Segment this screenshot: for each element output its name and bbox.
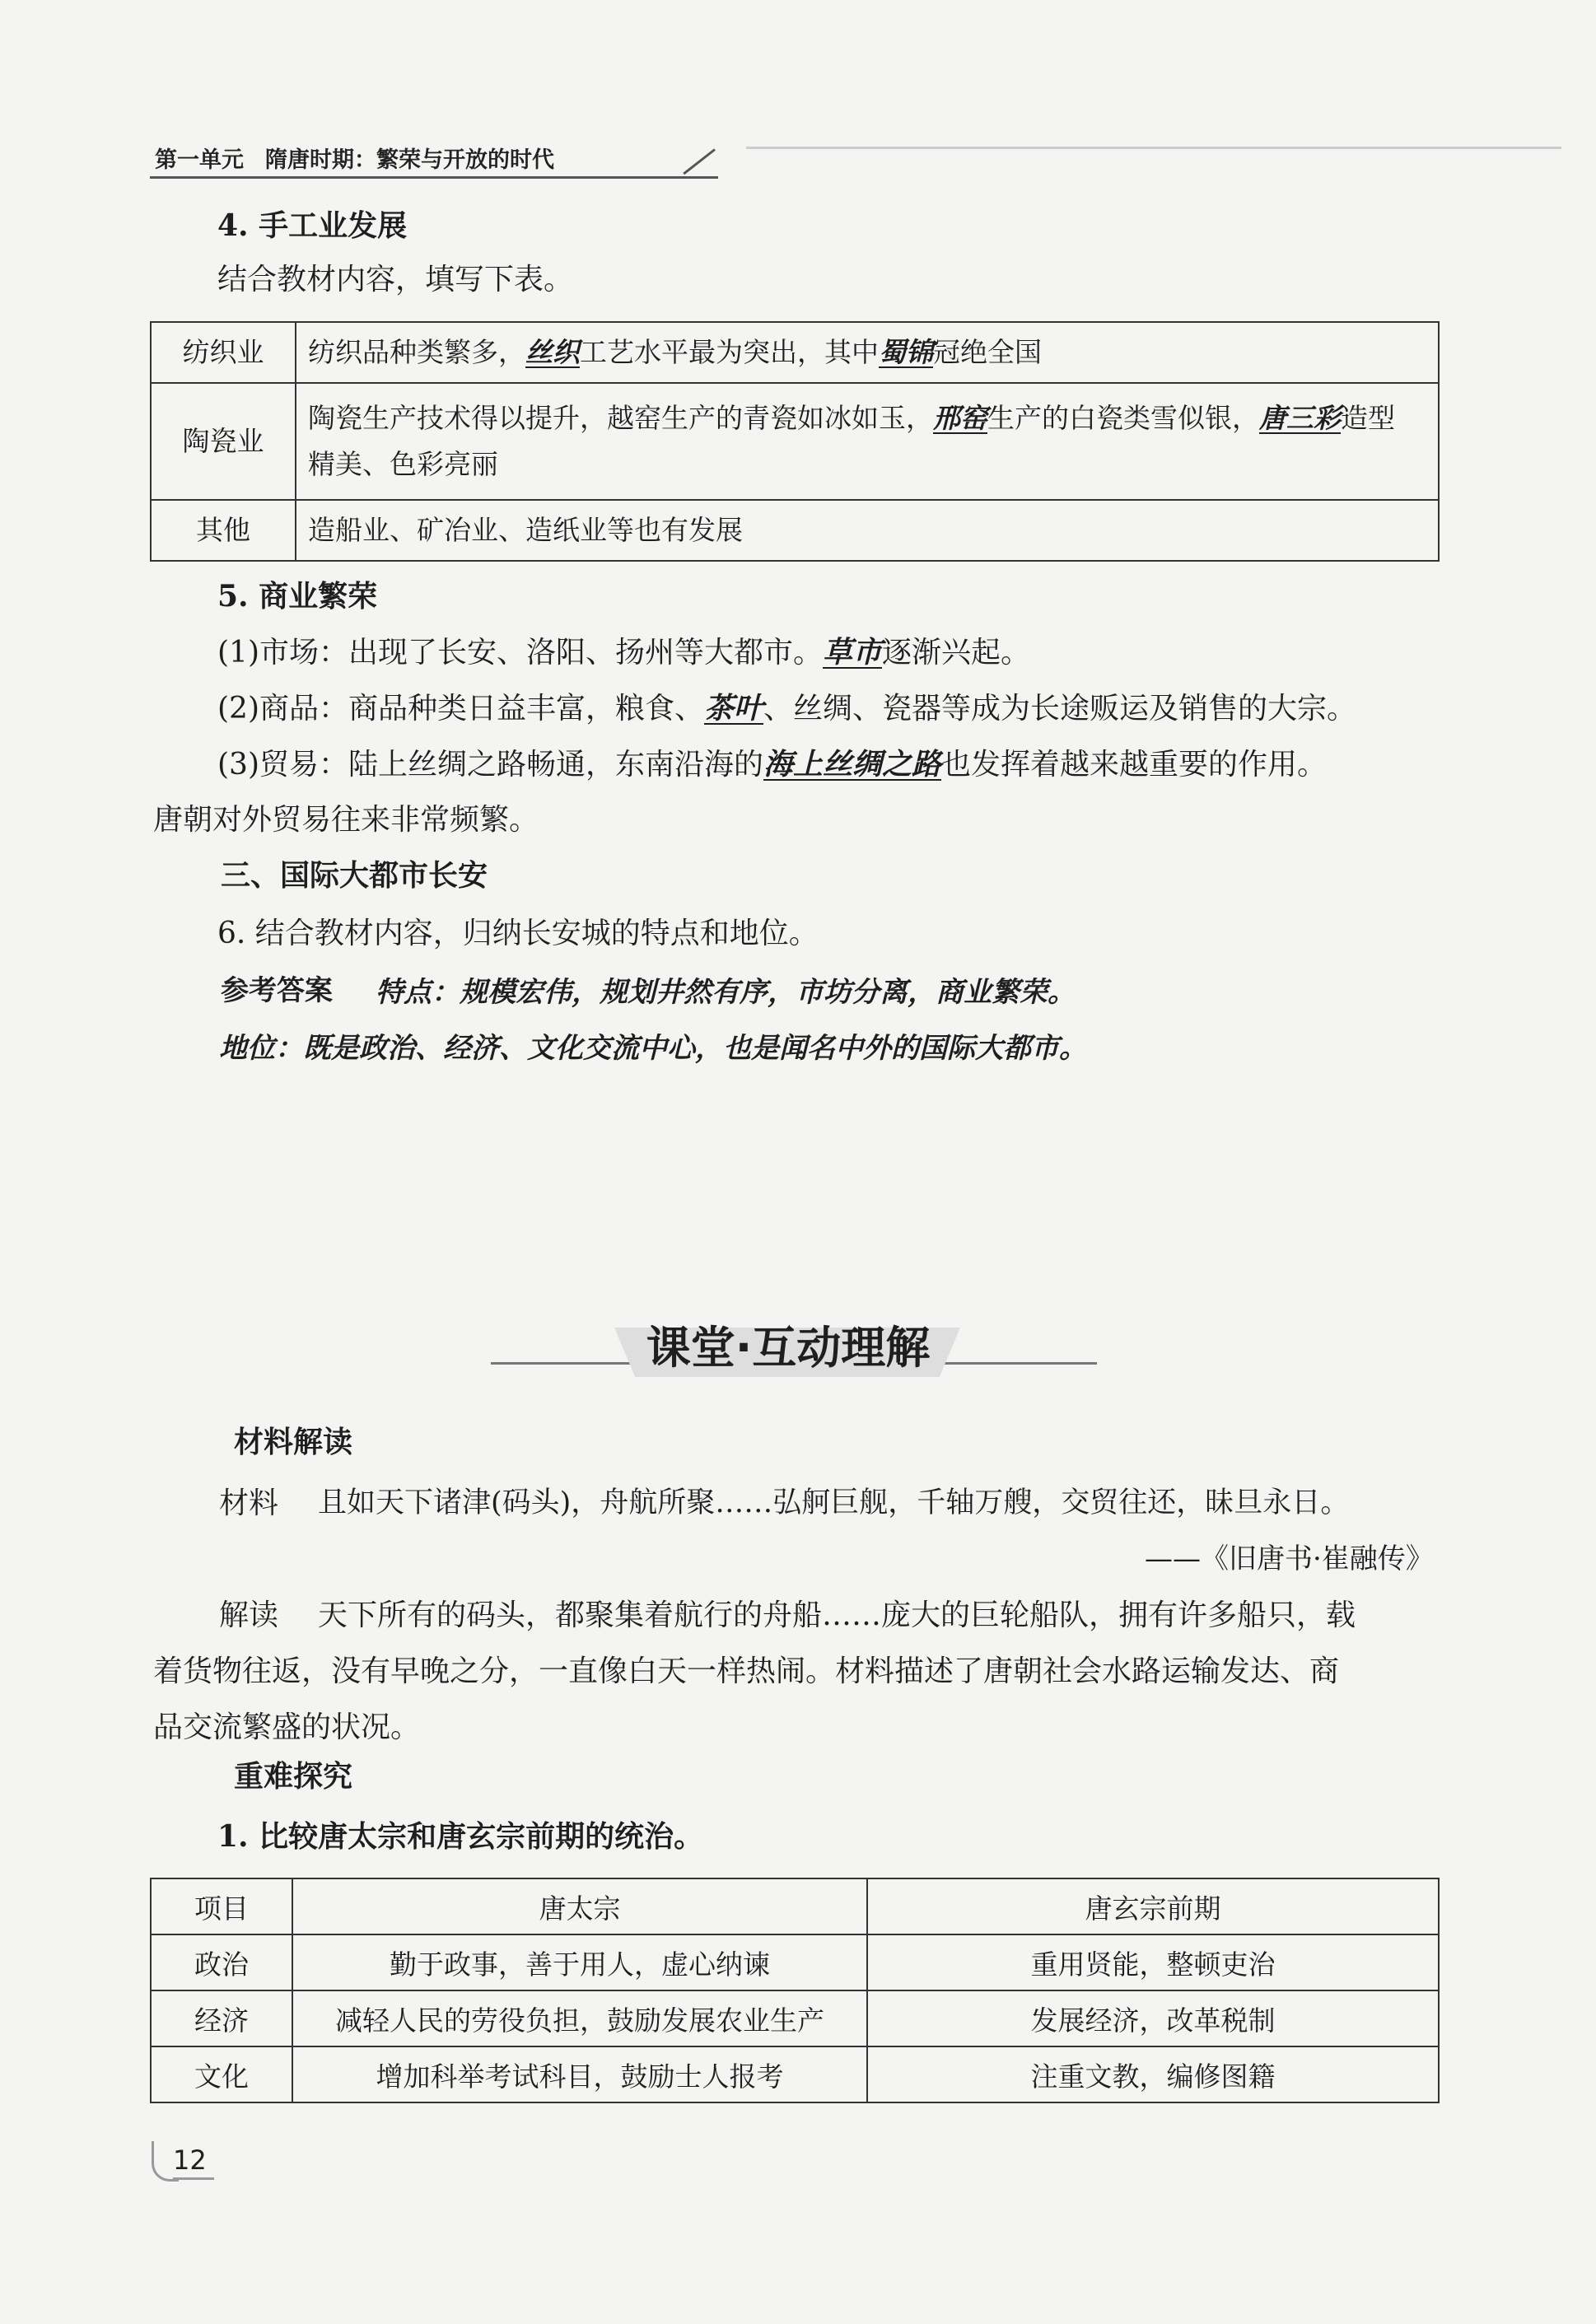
explore-question: 1. 比较唐太宗和唐玄宗前期的统治。 xyxy=(217,1819,704,1854)
table-cell: 注重文教，编修图籍 xyxy=(867,2046,1439,2102)
header-cell: 唐玄宗前期 xyxy=(867,1878,1439,1934)
page-number: 12 xyxy=(173,2144,207,2176)
table-cell: 政治 xyxy=(151,1934,292,1990)
cell-text: 精美、色彩亮丽 xyxy=(308,448,498,480)
table-cell: 经济 xyxy=(151,1990,292,2046)
answer-fill: 茶叶 xyxy=(704,691,764,726)
s3-question: 6. 结合教材内容，归纳长安城的特点和地位。 xyxy=(217,917,819,950)
material-source: ——《旧唐书·崔融传》 xyxy=(1145,1542,1434,1575)
header-slant-line xyxy=(683,148,716,175)
s5-goods xyxy=(217,693,1356,724)
cell-text: 生产的白瓷类雪似银， xyxy=(987,401,1259,434)
text: 、丝绸、瓷器等成为长途贩运及销售的大宗。 xyxy=(763,692,1357,726)
row-content: 造船业、矿冶业、造纸业等也有发展 xyxy=(296,500,1439,561)
table-row xyxy=(151,2046,1439,2102)
material-text: 且如天下诸津(码头)，舟航所聚……弘舸巨舰，千轴万艘，交贸往还，昧旦永日。 xyxy=(318,1486,1350,1519)
answer-fill: 丝织 xyxy=(525,335,580,368)
table-row xyxy=(151,500,1439,561)
table-row xyxy=(151,322,1439,383)
cell-text: 纺织品种类繁多， xyxy=(308,335,525,368)
row-content xyxy=(296,383,1439,500)
s5-market xyxy=(217,637,1030,668)
text: (1)市场：出现了长安、洛阳、扬州等大都市。 xyxy=(217,636,823,670)
s4-heading: 4. 手工业发展 xyxy=(217,208,408,243)
row-label: 纺织业 xyxy=(151,322,296,383)
table-cell: 增加科举考试科目，鼓励士人报考 xyxy=(292,2046,867,2102)
header-title: 隋唐时期：繁荣与开放的时代 xyxy=(265,147,554,173)
table-header-row xyxy=(151,1878,1439,1934)
table-cell: 勤于政事，善于用人，虚心纳谏 xyxy=(292,1934,867,1990)
s4-instruction: 结合教材内容，填写下表。 xyxy=(217,263,574,296)
s5-heading: 5. 商业繁荣 xyxy=(217,579,378,614)
row-content xyxy=(296,322,1439,383)
answer-fill: 邢窑 xyxy=(933,401,987,434)
handwritten-answer-1: 特点：规模宏伟，规划井然有序，市坊分离，商业繁荣。 xyxy=(376,976,1076,1009)
table-cell: 减轻人民的劳役负担，鼓励发展农业生产 xyxy=(292,1990,867,2046)
s5-trade xyxy=(217,749,1327,780)
s5-trade-cont: 唐朝对外贸易往来非常频繁。 xyxy=(153,803,539,837)
interp-label: 解读 xyxy=(219,1598,279,1632)
cell-text: 造型 xyxy=(1341,401,1395,434)
cell-text: 陶瓷生产技术得以提升，越窑生产的青瓷如冰如玉， xyxy=(308,401,933,434)
text: (2)商品：商品种类日益丰富，粮食、 xyxy=(217,692,704,726)
table-row xyxy=(151,1990,1439,2046)
table-cell: 文化 xyxy=(151,2046,292,2102)
header-underline xyxy=(150,176,718,179)
section-title-line-left xyxy=(491,1362,631,1365)
text: (3)贸易：陆上丝绸之路畅通，东南沿海的 xyxy=(217,748,763,782)
material-label: 材料 xyxy=(219,1486,279,1520)
text: 也发挥着越来越重要的作用。 xyxy=(941,748,1328,782)
page-number-underline xyxy=(173,2177,214,2180)
interp-line-1: 天下所有的码头，都聚集着航行的舟船……庞大的巨轮船队，拥有许多船只，载 xyxy=(318,1598,1356,1632)
header-cell: 项目 xyxy=(151,1878,292,1934)
row-label: 陶瓷业 xyxy=(151,383,296,500)
s3-heading: 三、国际大都市长安 xyxy=(221,859,488,893)
answer-fill: 海上丝绸之路 xyxy=(763,747,942,782)
answer-fill: 唐三彩 xyxy=(1259,401,1341,434)
header-cell: 唐太宗 xyxy=(292,1878,867,1934)
explore-heading: 重难探究 xyxy=(234,1760,353,1794)
answer-fill: 蜀锦 xyxy=(879,335,933,368)
section-title-line-right xyxy=(944,1362,1097,1365)
interp-line-3: 品交流繁盛的状况。 xyxy=(153,1710,421,1744)
handicraft-table xyxy=(150,321,1440,562)
handwritten-answer-2: 地位：既是政治、经济、文化交流中心，也是闻名中外的国际大都市。 xyxy=(219,1032,1087,1065)
material-heading: 材料解读 xyxy=(234,1426,353,1459)
section-title: 课堂·互动理解 xyxy=(646,1322,931,1374)
cell-text: 工艺水平最为突出，其中 xyxy=(580,335,879,368)
table-cell: 发展经济，改革税制 xyxy=(867,1990,1439,2046)
answer-fill: 草市 xyxy=(823,635,883,670)
ref-answer-label: 参考答案 xyxy=(221,974,333,1007)
table-row xyxy=(151,1934,1439,1990)
header-top-line xyxy=(746,147,1561,149)
comparison-table xyxy=(150,1878,1440,2103)
row-label: 其他 xyxy=(151,500,296,561)
interp-line-2: 着货物往返，没有早晚之分，一直像白天一样热闹。材料描述了唐朝社会水路运输发达、商 xyxy=(153,1654,1340,1688)
table-row xyxy=(151,383,1439,500)
text: 逐渐兴起。 xyxy=(882,636,1031,670)
header-unit: 第一单元 xyxy=(155,147,244,173)
table-cell: 重用贤能，整顿吏治 xyxy=(867,1934,1439,1990)
cell-text: 冠绝全国 xyxy=(933,335,1042,368)
page-header xyxy=(155,142,554,174)
